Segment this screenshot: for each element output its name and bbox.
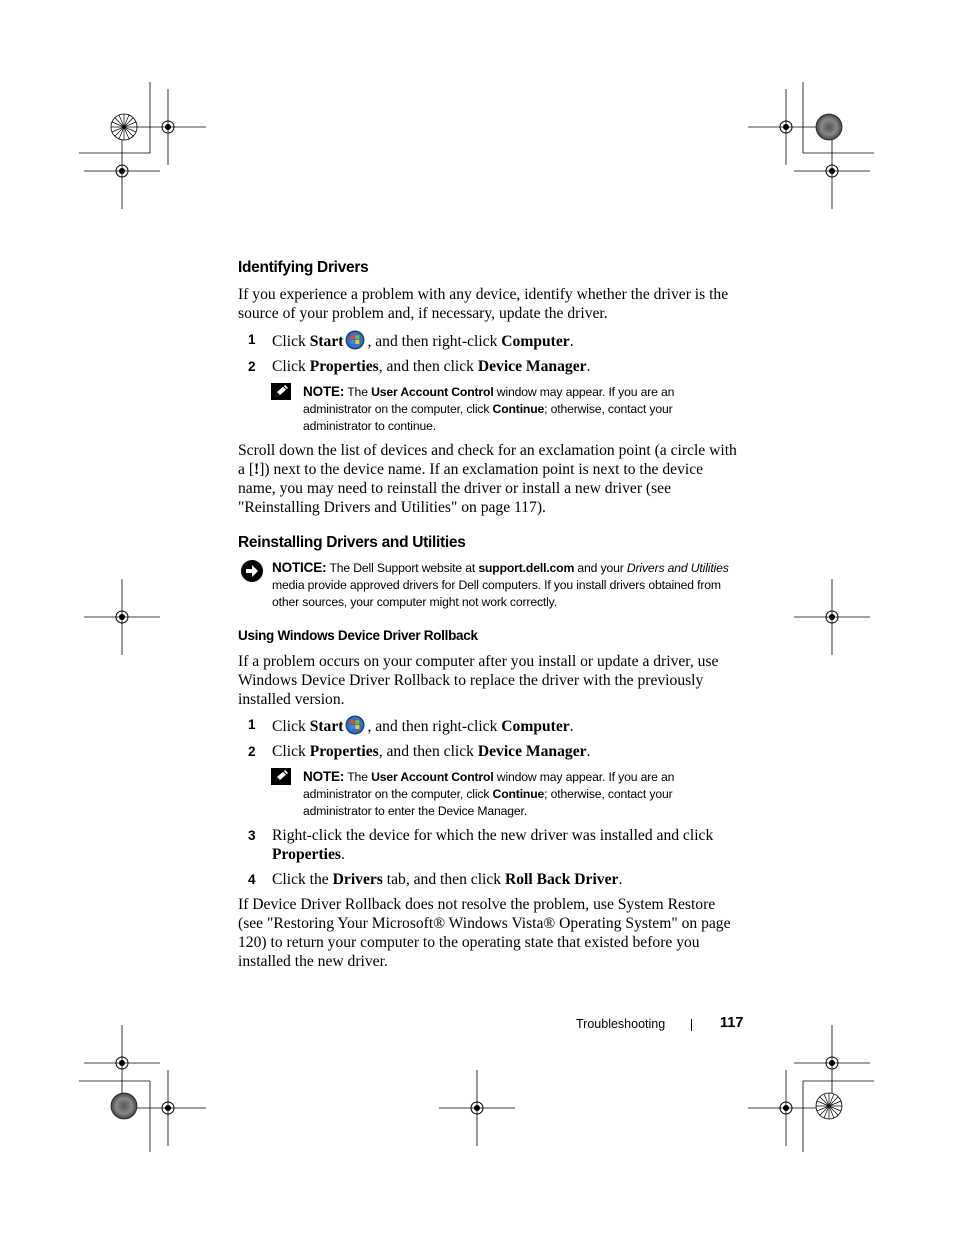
- notice-box: NOTICE: The Dell Support website at support.dell.com and your Drivers and Utilities media provide approved drivers for Dell computers. If you install drivers obtained from other sources, your computer might not work correctly.: [238, 559, 738, 611]
- rollback-intro: If a problem occurs on your computer after you install or update a driver, use Windows Device Driver Rollback to replace the driver with the previously installed version.: [238, 653, 719, 708]
- rollback-closing: If Device Driver Rollback does not resolve the problem, use System Restore (see "Restoring Your Microsoft® Windows Vista® Operating System" on page 120) to return your computer to the operating state that existed before you installed the new driver.: [238, 896, 731, 970]
- windows-start-orb-icon: [345, 330, 365, 350]
- footer-divider: [691, 1019, 692, 1031]
- heading-identifying-drivers: Identifying Drivers: [238, 259, 369, 276]
- note-box: NOTE: The User Account Control window may appear. If you are an administrator on the computer, click Continue; otherwise, contact your administrator to continue.: [238, 383, 738, 435]
- page-body: [238, 258, 738, 971]
- step-item: 1 Click Start , and then right-click Computer.: [248, 717, 574, 735]
- step-item: 2 Click Properties, and then click Device Manager.: [248, 358, 591, 375]
- note-box: NOTE: The User Account Control window may appear. If you are an administrator on the computer, click Continue; otherwise, contact your administrator to enter the Device Manager.: [238, 768, 738, 820]
- windows-start-orb-icon: [345, 715, 365, 735]
- page-number: 117: [720, 1015, 744, 1031]
- note-pencil-icon: [271, 383, 293, 401]
- heading-device-driver-rollback: Using Windows Device Driver Rollback: [238, 628, 478, 643]
- step-item: 3 Right-click the device for which the new driver was installed and click Properties.: [248, 827, 714, 863]
- identifying-followup: Scroll down the list of devices and check for an exclamation point (a circle with a [!]) next to the device name. If an exclamation point is next to the device name, you may need to reinstall the driver or install a new driver (see "Reinstalling Drivers and Utilities" on page 117).: [238, 442, 737, 516]
- note-pencil-icon: [271, 768, 293, 786]
- heading-reinstalling-drivers: Reinstalling Drivers and Utilities: [238, 534, 466, 551]
- page-footer: [576, 1015, 746, 1035]
- step-item: 2 Click Properties, and then click Device Manager.: [248, 743, 591, 760]
- step-item: 1 Click Start , and then right-click Computer.: [248, 332, 574, 350]
- identifying-intro: If you experience a problem with any device, identify whether the driver is the source of your problem and, if necessary, update the driver.: [238, 286, 729, 322]
- step-item: 4 Click the Drivers tab, and then click Roll Back Driver.: [248, 871, 623, 888]
- footer-section-name: Troubleshooting: [576, 1017, 666, 1031]
- notice-arrow-icon: [240, 559, 264, 583]
